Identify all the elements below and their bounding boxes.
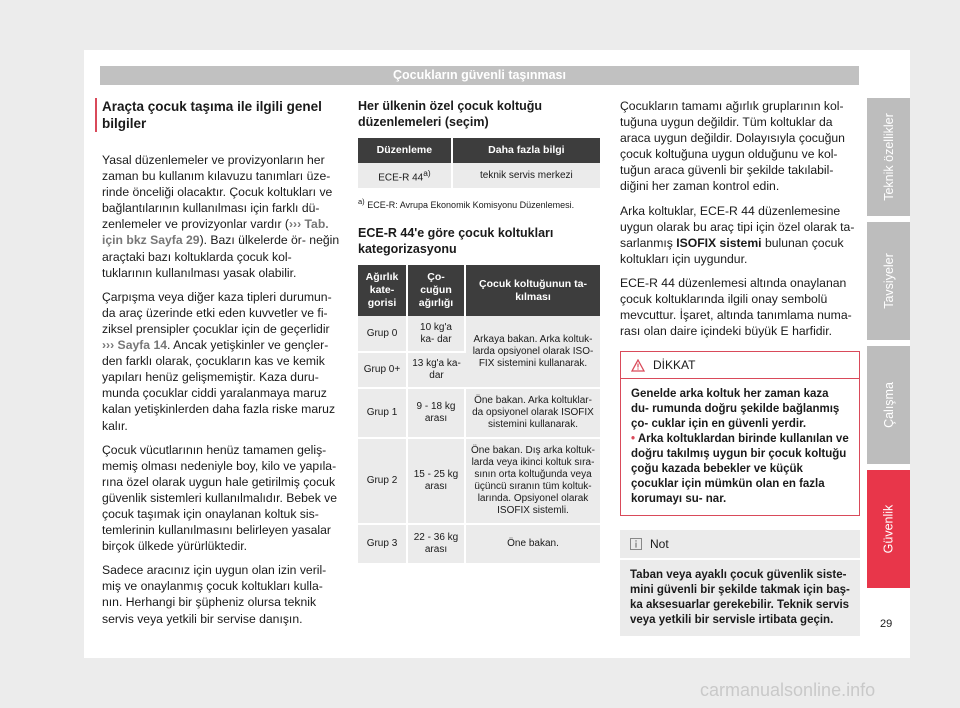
tab-safety[interactable]: Güvenlik (867, 470, 910, 588)
table-cell: 9 - 18 kg arası (407, 388, 465, 438)
table1-header: Düzenleme (358, 138, 452, 163)
tab-technical[interactable]: Teknik özellikler (867, 98, 910, 216)
tab-operation[interactable]: Çalışma (867, 346, 910, 464)
table-cell: Grup 3 (358, 524, 407, 564)
table-cell: Grup 1 (358, 388, 407, 438)
warning-header (621, 352, 859, 379)
regulations-table (358, 138, 600, 190)
table-cell: 15 - 25 kg arası (407, 438, 465, 524)
paragraph-4: Sadece aracınız için uygun olan izin veril- miş ve onaylanmış çocuk koltukları kulla- nın. Herhangi bir şüpheniz olursa teknik servis veya yetkili bir servise danışın. (102, 563, 327, 626)
page-number: 29 (880, 618, 893, 630)
note-body: Taban veya ayaklı çocuk güvenlik siste- mini güvenli bir şekilde takmak için baş- ka aksesuarlar gerekebilir. Teknik servis veya yetkili bir servisle irtibata geçin. (630, 569, 850, 627)
table2-header: Çocuk koltuğunun ta- kılması (465, 265, 600, 316)
warning-box (620, 351, 860, 516)
table-cell: Öne bakan. Arka koltuklar- da opsiyonel olarak ISOFIX sistemini kullanarak. (465, 388, 600, 438)
table1-cell: teknik servis merkezi (452, 163, 600, 189)
warning-body: Genelde arka koltuk her zaman kaza du- rumunda doğru şekilde bağlanmış ço- cuklar için en güvenli yerdir. • Arka koltuklardan birinde kullanılan ve doğru takılmış uygun bir çocuk koltuğu çoğu kazada bebekler ve küçük çocuklar için mümkün olan en fazla korumayı su- nar. (631, 388, 849, 506)
footnote: $^{a)}$ ECE-R: Avrupa Ekonomik Komisyonu Düzenlemesi. (358, 197, 575, 211)
column-middle (358, 98, 600, 565)
page-link[interactable]: ››› Sayfa 14 (102, 338, 168, 353)
paragraph-2: Çarpışma veya diğer kaza tipleri durumun- da araç üzerinde etki eden kuvvetler ve fi- ziksel prensipler çocuklar için de geçerlidir ››› Sayfa 14. Ancak yetişkinler ve gençler- den farklı olarak, çocukların kas ve kemik yapıları henüz gelişmemiştir. Kaza duru- munda çocuklar ciddi yaralanmaya maruz kalan yetişkinlerden daha fazla riske maruz kalır. (102, 289, 336, 433)
chapter-tabs (867, 98, 910, 594)
table1-header: Daha fazla bilgi (452, 138, 600, 163)
paragraph-6: Arka koltuklar, ECE-R 44 düzenlemesine uygun olarak bu araç tipi için özel olarak ta- sarlanmış ISOFIX sistemi bulunan çocuk koltukları için uygundur. (620, 203, 855, 266)
paragraph-5: Çocukların tamamı ağırlık gruplarının kol- tuğuna uygun değildir. Tüm koltuklar da araca uygun değildir. Dolayısıyla çocuğun çocuk koltuğuna uygun olduğunu ve kol- tuğun araca güvenli bir şekilde takılabil- diğini her zaman kontrol edin. (620, 99, 845, 194)
section-title: Araçta çocuk taşıma ile ilgili genel bilgiler (95, 98, 342, 132)
table1-title: Her ülkenin özel çocuk koltuğu düzenlemeleri (seçim) (358, 99, 543, 129)
table2-title: ECE-R 44'e göre çocuk koltukları kategorizasyonu (358, 226, 554, 257)
table-cell: Grup 2 (358, 438, 407, 524)
paragraph-1: Yasal düzenlemeler ve provizyonların her zaman bu kullanım kılavuzu tanımları üze- rinde önceliği olacaktır. Çocuk koltukları ve bağlantılarının kullanılması için farklı dü- zenlemeler ve provizyonlar vardır (››› Tab. için bkz Sayfa 29). Bazı ülkelerde ör- neğin araçtaki bazı koltuklarda çocuk kol- tuklarının kullanılması yasak olabilir. (102, 153, 340, 280)
categories-table (358, 265, 600, 565)
table2-header: Ço- cuğun ağırlığı (407, 265, 465, 316)
table-link[interactable]: ››› Tab. için bkz Sayfa 29 (102, 217, 329, 248)
table-cell: 10 kg'a ka- dar (407, 316, 465, 352)
table-cell: Öne bakan. Dış arka koltuk- larda veya ikinci koltuk sıra- sının orta koltuğunda veya üçüncü sıranın tüm koltuk- larında. Opsiyonel olarak ISOFIX sistemli. (465, 438, 600, 524)
paragraph-7: ECE-R 44 düzenlemesi altında onaylanan çocuk koltuklarında ilgili onay sembolü mevcuttur. İşaret, altında tanımlama numa- rası olan daire içindeki büyük E harfidir. (620, 275, 852, 339)
table1-cell: ECE-R 44$^{a)}$ (358, 163, 452, 189)
note-header (620, 530, 860, 560)
column-left (102, 98, 342, 635)
table2-header: Ağırlık kate- gorisi (358, 265, 407, 316)
note-box (620, 530, 860, 636)
note-title: Not (650, 537, 669, 552)
warning-title: DİKKAT (653, 358, 696, 373)
column-right (620, 98, 860, 636)
warning-icon (631, 359, 645, 372)
table-cell: Grup 0 (358, 316, 407, 352)
info-icon (630, 538, 642, 550)
table-cell: 22 - 36 kg arası (407, 524, 465, 564)
page-header: Çocukların güvenli taşınması (100, 66, 859, 85)
table-cell: Öne bakan. (465, 524, 600, 564)
table-cell: 13 kg'a ka- dar (407, 352, 465, 388)
bullet-icon: • (631, 433, 636, 446)
paragraph-3: Çocuk vücutlarının henüz tamamen geliş- memiş olması nedeniyle boy, kilo ve yapıla- rına özel olarak uygun hale getirilmiş çocuk güvenlik sistemleri kullanılmalıdır. Bebek ve çocuk taşımak için onaylanan koltuk sis- temlerinin kullanılmasını belirleyen yasalar birçok ülkede yürürlüktedir. (102, 442, 338, 554)
tab-tips[interactable]: Tavsiyeler (867, 222, 910, 340)
table-cell: Arkaya bakan. Arka koltuk- larda opsiyonel olarak ISO- FIX sistemini kullanarak. (465, 316, 600, 388)
table-cell: Grup 0+ (358, 352, 407, 388)
watermark: carmanualsonline.info (700, 680, 876, 700)
